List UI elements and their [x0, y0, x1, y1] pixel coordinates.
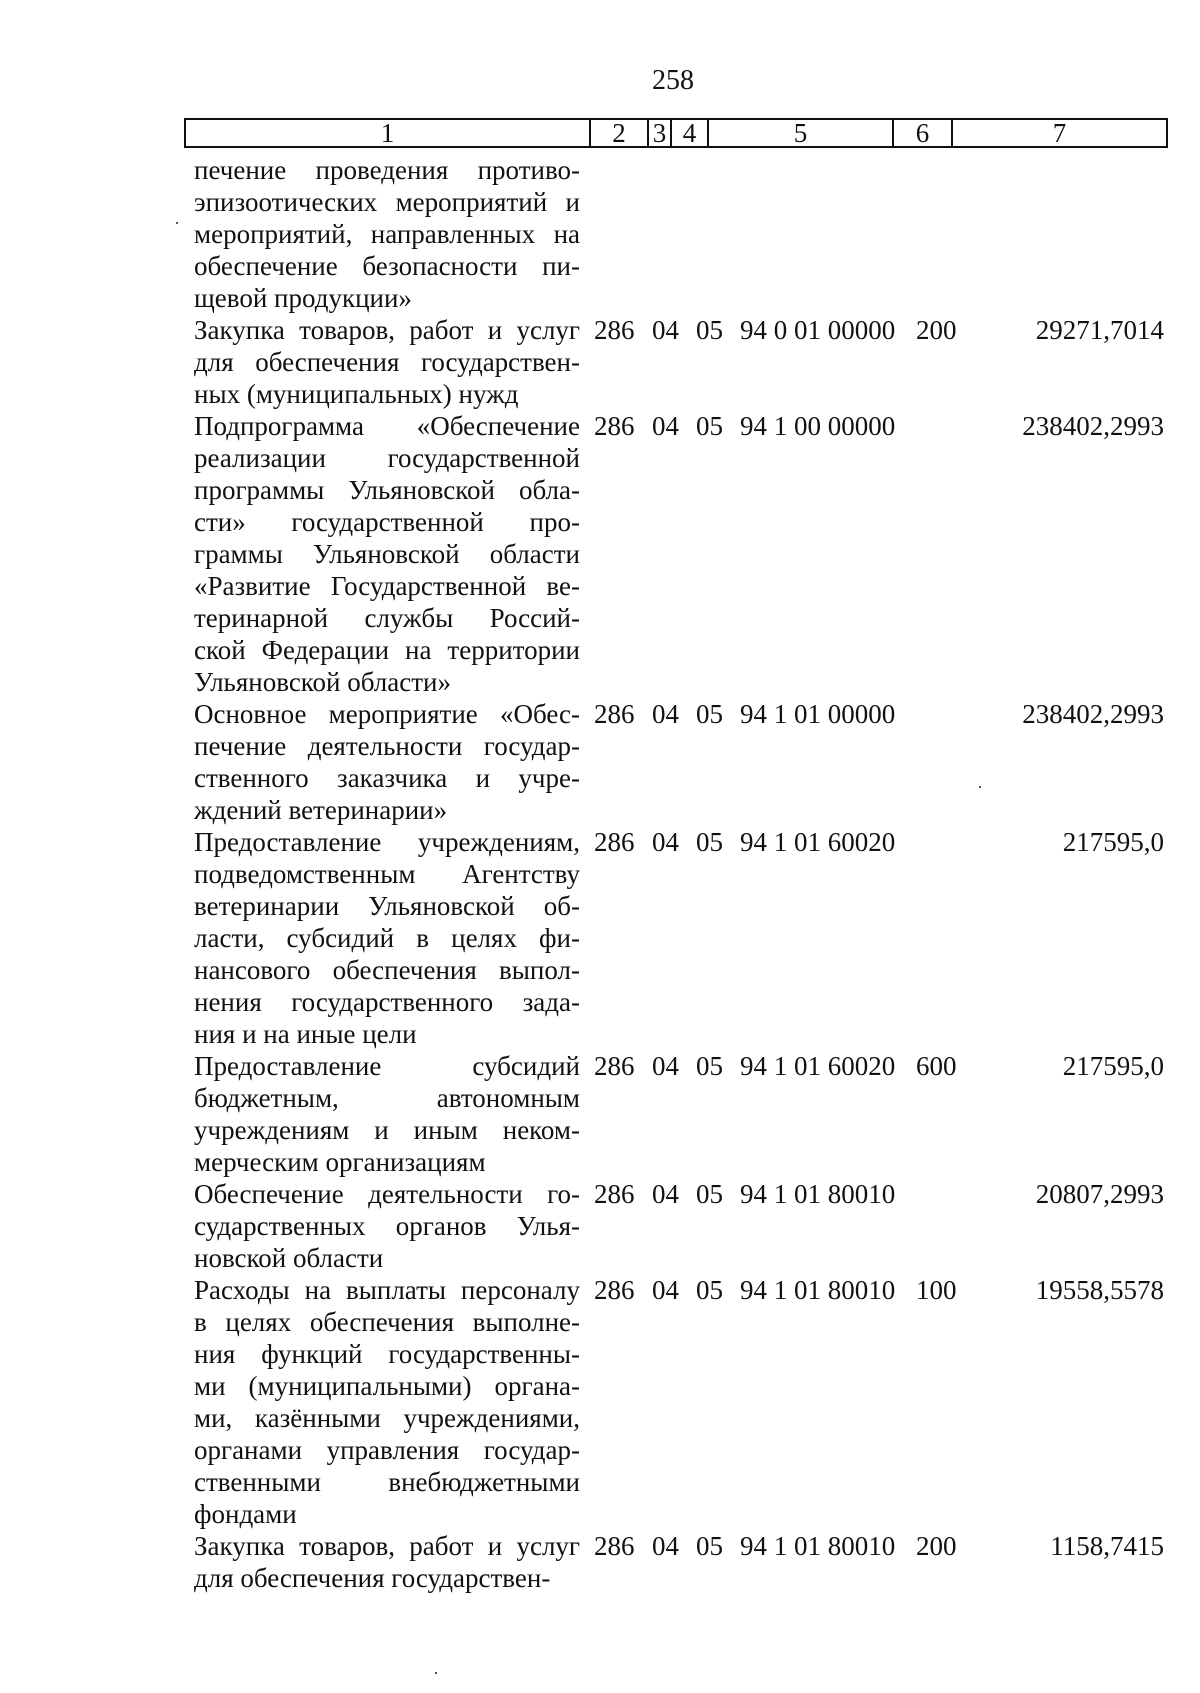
column-header-2: 2: [591, 120, 649, 146]
description-line: ния и на иные цели: [194, 1019, 417, 1049]
cell-c7: 29271,7014: [1035, 315, 1164, 345]
row-description: [194, 1050, 580, 1178]
cell-c4: 05: [696, 827, 723, 857]
column-header-5: 5: [709, 120, 894, 146]
column-header-3: 3: [649, 120, 672, 146]
cell-c3: 04: [652, 827, 679, 857]
description-line: Предоставление субсидий: [194, 1051, 580, 1081]
column-header-7: 7: [1052, 118, 1067, 148]
description-line: печение проведения противо-: [194, 155, 580, 185]
column-header-6: 6: [894, 120, 953, 146]
row-description: [194, 314, 580, 410]
cell-c6: 200: [916, 315, 957, 345]
cell-c7: 1158,7415: [1050, 1531, 1164, 1561]
description-line: Закупка товаров, работ и услуг: [194, 1531, 580, 1561]
cell-c7: 238402,2993: [1022, 411, 1164, 441]
cell-c2: 286: [594, 1275, 635, 1305]
description-line: щевой продукции»: [194, 283, 412, 313]
cell-c5: 94 1 01 80010: [740, 1531, 896, 1561]
cell-c2: 286: [594, 1531, 635, 1561]
description-line: органами управления государ-: [194, 1435, 580, 1465]
description-line: в целях обеспечения выполне-: [194, 1307, 580, 1337]
description-line: Основное мероприятие «Обес-: [194, 699, 580, 729]
description-line: граммы Ульяновской области: [194, 539, 580, 569]
cell-c7: 19558,5578: [1035, 1275, 1164, 1305]
description-line: ми (муниципальными) органа-: [194, 1371, 580, 1401]
description-line: подведомственным Агентству: [194, 859, 580, 889]
cell-c5: 94 1 01 00000: [740, 699, 896, 729]
cell-c4: 05: [696, 411, 723, 441]
description-line: ской Федерации на территории: [194, 635, 580, 665]
row-description: [194, 1178, 580, 1274]
cell-c3: 04: [652, 1531, 679, 1561]
cell-c3: 04: [652, 1275, 679, 1305]
description-line: Расходы на выплаты персоналу: [194, 1275, 580, 1305]
description-line: ных (муниципальных) нужд: [194, 379, 519, 409]
description-line: мероприятий, направленных на: [194, 219, 580, 249]
table-row: [194, 826, 1164, 1050]
description-line: новской области: [194, 1243, 384, 1273]
cell-c2: 286: [594, 315, 635, 345]
cell-c6: 600: [916, 1051, 957, 1081]
description-line: ласти, субсидий в целях фи-: [194, 923, 580, 953]
table-row: [194, 154, 1164, 314]
scan-speck: [979, 786, 981, 788]
column-header-4: 4: [672, 120, 709, 146]
cell-c5: 94 1 01 80010: [740, 1275, 896, 1305]
scan-speck: [176, 222, 178, 224]
cell-c7: 217595,0: [1062, 827, 1164, 857]
row-description: [194, 154, 580, 314]
cell-c5: 94 1 01 60020: [740, 827, 896, 857]
cell-c7: 20807,2993: [1035, 1179, 1164, 1209]
cell-c3: 04: [652, 1051, 679, 1081]
description-line: Обеспечение деятельности го-: [194, 1179, 580, 1209]
table-row: [194, 698, 1164, 826]
description-line: Предоставление учреждениям,: [194, 827, 580, 857]
cell-c4: 05: [696, 1051, 723, 1081]
description-line: ветеринарии Ульяновской об-: [194, 891, 580, 921]
cell-c5: 94 1 01 80010: [740, 1179, 896, 1209]
table-row: [194, 410, 1164, 698]
table-row: [194, 1178, 1164, 1274]
description-line: реализации государственной: [194, 443, 580, 473]
description-line: эпизоотических мероприятий и: [194, 187, 580, 217]
cell-c2: 286: [594, 1179, 635, 1209]
cell-c6: 100: [916, 1275, 957, 1305]
table-row: [194, 1274, 1164, 1530]
row-description: [194, 1530, 580, 1594]
column-header-row: [184, 118, 1168, 148]
table-row: [194, 314, 1164, 410]
cell-c4: 05: [696, 315, 723, 345]
table-row: [194, 1530, 1164, 1594]
description-line: Подпрограмма «Обеспечение: [194, 411, 580, 441]
description-line: «Развитие Государственной ве-: [194, 571, 580, 601]
description-line: программы Ульяновской обла-: [194, 475, 580, 505]
page-number: 258: [652, 65, 694, 96]
description-line: ния функций государственны-: [194, 1339, 580, 1369]
cell-c4: 05: [696, 1531, 723, 1561]
description-line: теринарной службы Россий-: [194, 603, 580, 633]
row-description: [194, 826, 580, 1050]
description-line: обеспечение безопасности пи-: [194, 251, 580, 281]
scan-speck: [435, 1672, 437, 1674]
cell-c3: 04: [652, 699, 679, 729]
row-description: [194, 410, 580, 698]
description-line: фондами: [194, 1499, 297, 1529]
cell-c5: 94 1 01 60020: [740, 1051, 896, 1081]
cell-c2: 286: [594, 699, 635, 729]
description-line: для обеспечения государствен-: [194, 1563, 551, 1593]
description-line: сти» государственной про-: [194, 507, 580, 537]
cell-c6: 200: [916, 1531, 957, 1561]
cell-c3: 04: [652, 411, 679, 441]
cell-c2: 286: [594, 1051, 635, 1081]
cell-c5: 94 1 00 00000: [740, 411, 896, 441]
description-line: Ульяновской области»: [194, 667, 452, 697]
description-line: бюджетным, автономным: [194, 1083, 580, 1113]
cell-c2: 286: [594, 827, 635, 857]
description-line: нансового обеспечения выпол-: [194, 955, 580, 985]
cell-c7: 217595,0: [1062, 1051, 1164, 1081]
cell-c5: 94 0 01 00000: [740, 315, 896, 345]
column-header-1: 1: [186, 120, 591, 146]
cell-c2: 286: [594, 411, 635, 441]
description-line: учреждениям и иным неком-: [194, 1115, 580, 1145]
description-line: нения государственного зада-: [194, 987, 580, 1017]
table-row: [194, 1050, 1164, 1178]
description-line: для обеспечения государствен-: [194, 347, 580, 377]
description-line: сударственных органов Улья-: [194, 1211, 580, 1241]
description-line: мерческим организациям: [194, 1147, 486, 1177]
description-line: ственными внебюджетными: [194, 1467, 580, 1497]
cell-c4: 05: [696, 699, 723, 729]
description-line: ственного заказчика и учре-: [194, 763, 580, 793]
cell-c4: 05: [696, 1179, 723, 1209]
cell-c4: 05: [696, 1275, 723, 1305]
cell-c7: 238402,2993: [1022, 699, 1164, 729]
description-line: ждений ветеринарии»: [194, 795, 448, 825]
budget-table-body: [194, 154, 1164, 1594]
description-line: ми, казёнными учреждениями,: [194, 1403, 580, 1433]
row-description: [194, 698, 580, 826]
cell-c3: 04: [652, 1179, 679, 1209]
cell-c3: 04: [652, 315, 679, 345]
description-line: печение деятельности государ-: [194, 731, 580, 761]
row-description: [194, 1274, 580, 1530]
description-line: Закупка товаров, работ и услуг: [194, 315, 580, 345]
